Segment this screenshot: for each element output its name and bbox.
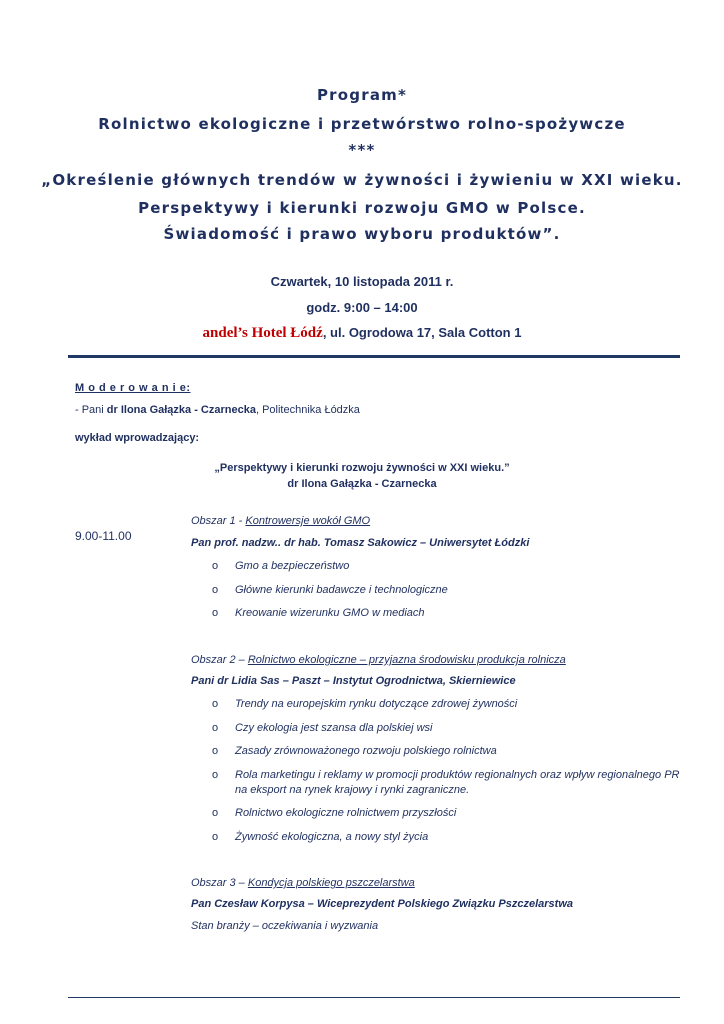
venue-name: andel’s Hotel Łódź (202, 325, 323, 341)
event-venue (0, 325, 724, 342)
bullet-icon: o (212, 607, 219, 619)
area-3-title: Kondycja polskiego pszczelarstwa (247, 877, 415, 889)
intro-speaker: dr Ilona Gałązka - Czarnecka (287, 478, 437, 490)
top-divider (68, 355, 680, 358)
conference-title-line3: Świadomość i prawo wyboru produktów”. (163, 225, 561, 243)
bullet-icon: o (212, 560, 219, 572)
bullet-icon: o (212, 831, 219, 843)
moderator-prefix: - Pani (75, 404, 107, 416)
bullet-icon: o (212, 584, 219, 596)
conference-title-line2: Perspektywy i kierunki rozwoju GMO w Polsce. (138, 199, 586, 217)
bullet-icon: o (212, 722, 219, 734)
intro-label: wykład wprowadzający: (75, 432, 200, 444)
area-1-prefix: Obszar 1 - (191, 515, 246, 527)
area-1-speaker: Pan prof. nadzw.. dr hab. Tomasz Sakowicz – Uniwersytet Łódzki (191, 537, 530, 549)
conference-title-line1: „Określenie głównych trendów w żywności i żywieniu w XXI wieku. (41, 171, 683, 189)
program-subtitle: Rolnictwo ekologiczne i przetwórstwo rolno-spożywcze (98, 115, 626, 133)
area-2-speaker: Pani dr Lidia Sas – Paszt – Instytut Ogrodnictwa, Skierniewice (191, 675, 516, 687)
bullet-icon: o (212, 769, 219, 781)
area-3-heading (191, 877, 415, 889)
area-2-prefix: Obszar 2 – (191, 654, 248, 666)
bottom-divider (68, 997, 680, 998)
event-date: Czwartek, 10 listopada 2011 r. (270, 274, 454, 289)
area-1-title: Kontrowersje wokół GMO (245, 515, 371, 527)
area-1-heading (191, 515, 370, 527)
event-time: godz. 9:00 – 14:00 (306, 300, 418, 315)
area-2-title: Rolnictwo ekologiczne – przyjazna środowisku produkcja rolnicza (247, 654, 566, 666)
moderator-affiliation: , Politechnika Łódzka (255, 404, 360, 416)
program-title: Program* (316, 86, 408, 104)
session-time: 9.00-11.00 (75, 529, 132, 543)
moderator-line (75, 404, 360, 416)
bullet-icon: o (212, 745, 219, 757)
venue-address: , ul. Ogrodowa 17, Sala Cotton 1 (322, 325, 522, 340)
moderator-name: dr Ilona Gałązka - Czarnecka (106, 404, 256, 416)
separator-stars: *** (348, 141, 376, 159)
area-3-speaker: Pan Czesław Korpysa – Wiceprezydent Polskiego Związku Pszczelarstwa (191, 898, 573, 910)
intro-title: „Perspektywy i kierunki rozwoju żywności w XXI wieku.” (214, 462, 510, 474)
moderation-heading: M o d e r o w a n i e: (75, 382, 191, 394)
bullet-icon: o (212, 807, 219, 819)
area-2-heading (191, 654, 566, 666)
area-3-prefix: Obszar 3 – (191, 877, 248, 889)
bullet-icon: o (212, 698, 219, 710)
area-3-note: Stan branży – oczekiwania i wyzwania (191, 920, 379, 932)
